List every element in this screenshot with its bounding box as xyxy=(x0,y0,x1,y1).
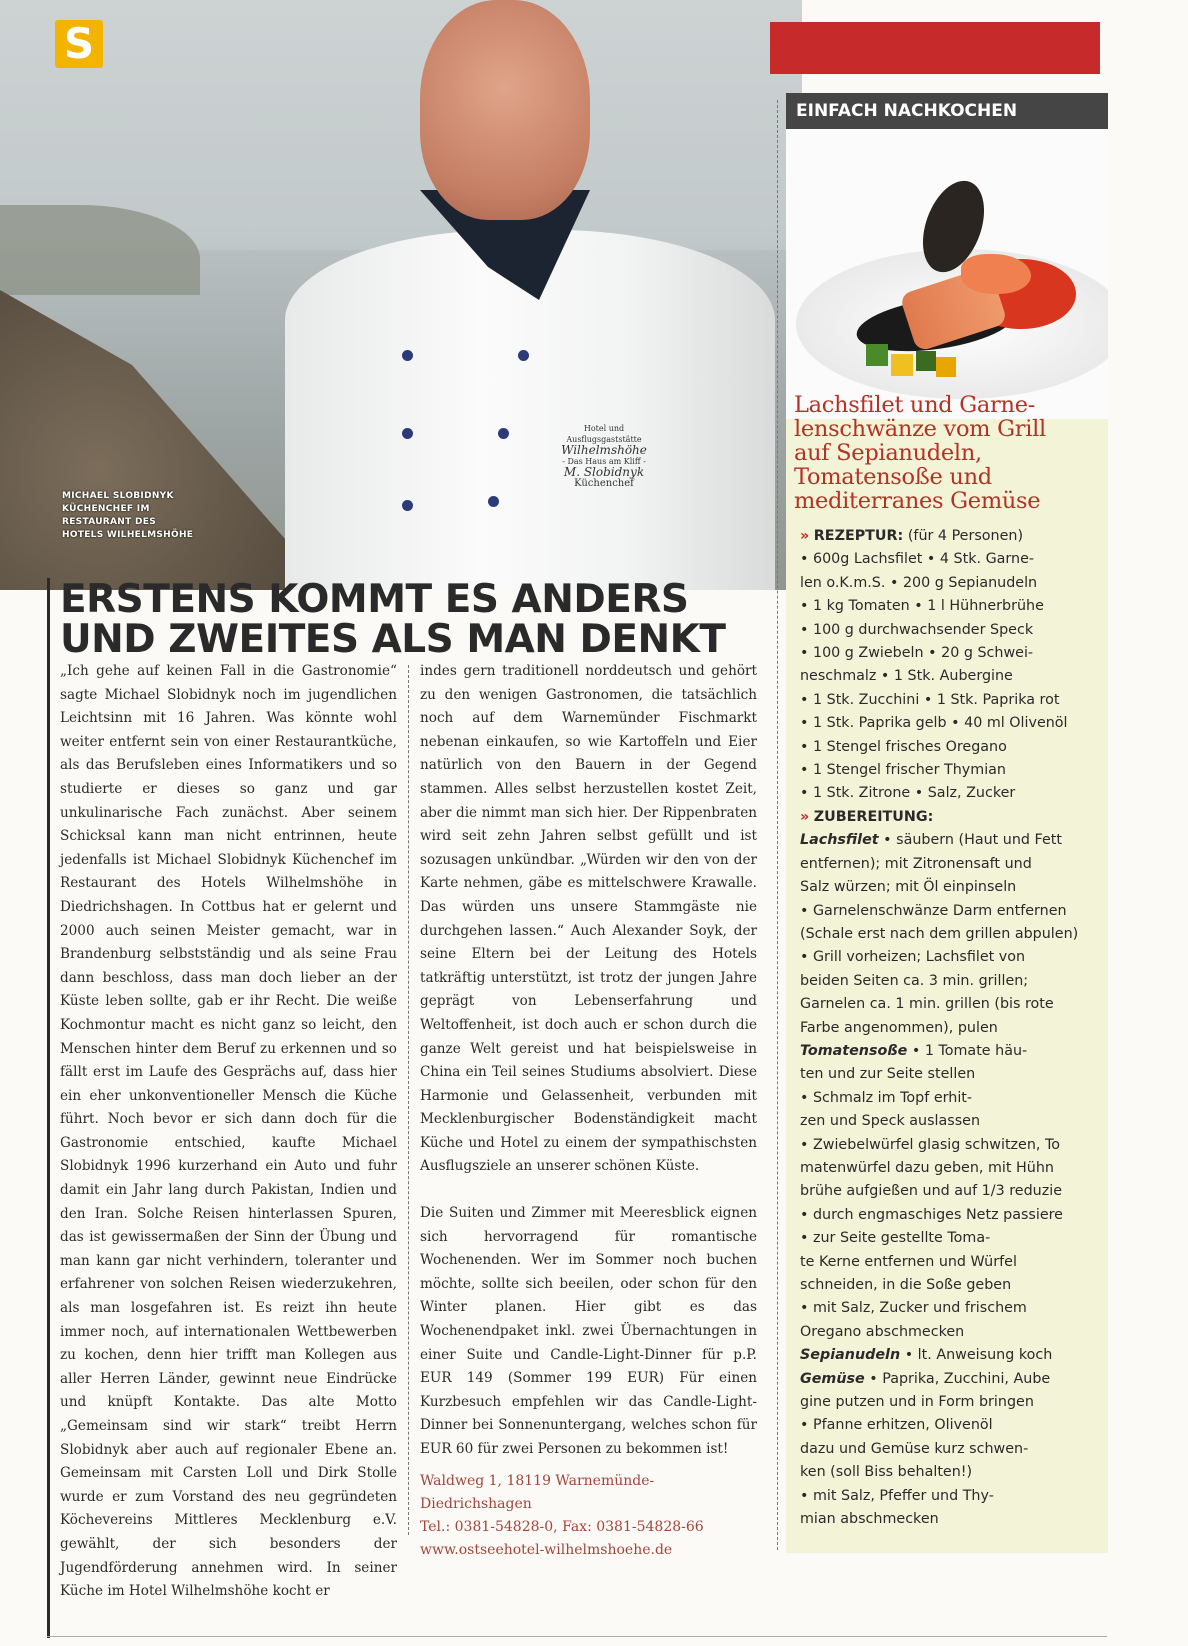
vegetable-cube xyxy=(936,357,956,377)
shrimp xyxy=(961,254,1031,294)
headline-line-1: ERSTENS KOMMT ES ANDERS xyxy=(60,577,689,622)
ingredient-line: len o.K.m.S. • 200 g Sepianudeln xyxy=(800,574,1038,591)
embroidery-role: Küchenchef xyxy=(574,478,634,489)
step-text: • Paprika, Zucchini, Aube xyxy=(864,1370,1051,1387)
recipe-sidebar xyxy=(786,93,1108,1553)
step-line: zen und Speck auslassen xyxy=(800,1113,981,1130)
article-headline xyxy=(60,577,726,662)
recipe-title-line: Tomatensoße und xyxy=(794,464,992,490)
step-line xyxy=(800,829,1108,852)
recipe-title-line: auf Sepianudeln, xyxy=(794,440,982,466)
jacket-button xyxy=(488,496,499,507)
step-line: Farbe angenommen), pulen xyxy=(800,1019,998,1036)
recipe-title-line: lenschwänze vom Grill xyxy=(794,416,1046,442)
step-text: • lt. Anweisung koch xyxy=(900,1347,1053,1364)
bottom-rule xyxy=(47,1636,1107,1637)
ingredient-line: • 1 Stk. Zitrone • Salz, Zucker xyxy=(800,785,1016,802)
arrow-icon: » xyxy=(800,808,810,825)
step-line: gine putzen und in Form bringen xyxy=(800,1394,1034,1411)
step-text: • 1 Tomate häu- xyxy=(907,1042,1028,1059)
cliff xyxy=(0,205,200,295)
red-accent-bar xyxy=(770,22,1100,74)
headline-line-2: UND ZWEITES ALS MAN DENKT xyxy=(60,617,726,662)
step-line: brühe aufgießen und auf 1/3 reduzie xyxy=(800,1183,1062,1200)
step-line: • Grill vorheizen; Lachsfilet von xyxy=(800,949,1026,966)
chef-face xyxy=(420,0,590,220)
step-line: beiden Seiten ca. 3 min. grillen; xyxy=(800,972,1029,989)
article-paragraph: indes gern traditionell norddeutsch und gehört zu den wenigen Gastronomen, die tatsächlich noch auf dem Warnemünder Fischmarkt nebenan einkaufen, so wie Kartoffeln und Eier natürlich von den Bauern in der Gegend stammen. Alles selbst herzustellen kostet Zeit, aber die nimmt man sich hier. Der Rippenbraten wird seit zehn Jahren selbst gefüllt und ist sozusagen unkündbar. „Würden wir den von der Karte nehmen, gäbe es mittelschwere Krawalle. Das würden uns unsere Stammgäste nie durchgehen lassen.“ Auch Alexander Soyk, der seine Eltern bei der Leitung des Hotels tatkräftig unterstützt, ist trotz der jungen Jahre geprägt von Lebenserfahrung und Weltoffenheit, ist doch auch er schon durch die ganze Welt gereist und hat beispielsweise in China ein Teil seines Studiums absolviert. Diese Harmonie und Gelassenheit, verbunden mit Mecklenburgischer Bodenständigkeit macht Küche und Hotel zu einem der sympathischsten Ausflugsziele an unserer schönen Küste. xyxy=(420,663,757,1175)
sidebar-divider xyxy=(777,100,778,1550)
step-line: (Schale erst nach dem grillen abpulen) xyxy=(800,925,1079,942)
photo-caption xyxy=(62,490,212,542)
jacket-button xyxy=(402,428,413,439)
jacket-button xyxy=(498,428,509,439)
ingredient-line: • 1 Stk. Zucchini • 1 Stk. Paprika rot xyxy=(800,691,1060,708)
step-line: • mit Salz, Pfeffer und Thy- xyxy=(800,1487,994,1504)
step-line: Salz würzen; mit Öl einpinseln xyxy=(800,879,1017,896)
article-paragraph: Die Suiten und Zimmer mit Meeresblick eignen sich hervorragend für romantische Wochenenden. Wer im Sommer noch buchen möchte, sollte sich beeilen, oder schon für den Winter planen. Hier gibt es das Wochenendpaket inkl. zwei Übernachtungen in einer Suite und Candle-Light-Dinner für p.P. EUR 149 (Sommer 199 EUR) Für einen Kurzbesuch empfehlen wir das Candle-Light-Dinner bei Sonnenuntergang, welches schon für EUR 60 für zwei Personen zu bekommen ist! xyxy=(420,1205,757,1457)
step-line: dazu und Gemüse kurz schwen- xyxy=(800,1440,1029,1457)
jacket-button xyxy=(402,500,413,511)
ingredient-line: • 600g Lachsfilet • 4 Stk. Garne- xyxy=(800,551,1035,568)
ingredient-line: • 1 Stengel frisches Oregano xyxy=(800,738,1007,755)
rezeptur-heading xyxy=(800,525,1108,548)
step-line: matenwürfel dazu geben, mit Hühn xyxy=(800,1159,1054,1176)
rezeptur-note: (für 4 Personen) xyxy=(907,528,1024,544)
step-line: • Schmalz im Topf erhit- xyxy=(800,1089,973,1106)
contact-address: Waldweg 1, 18119 Warnemünde-Diedrichshagen xyxy=(420,1473,655,1512)
recipe-title xyxy=(794,393,1104,513)
article-column-1 xyxy=(60,660,397,1604)
recipe-title-line: mediterranes Gemüse xyxy=(794,488,1041,514)
step-line: • Garnelenschwänze Darm entfernen xyxy=(800,902,1067,919)
contact-phone: Tel.: 0381-54828-0, Fax: 0381-54828-66 xyxy=(420,1519,704,1535)
column-divider xyxy=(408,665,409,1535)
step-line: Garnelen ca. 1 min. grillen (bis rote xyxy=(800,996,1054,1013)
dish-photo xyxy=(786,129,1108,419)
step-line: • mit Salz, Zucker und frischem xyxy=(800,1300,1027,1317)
step-label-lachsfilet: Lachsfilet xyxy=(800,832,879,849)
step-line: schneiden, in die Soße geben xyxy=(800,1277,1012,1293)
caption-line: KÜCHENCHEF IM xyxy=(62,504,150,514)
step-line: • Pfanne erhitzen, Olivenöl xyxy=(800,1417,993,1434)
recipe-text xyxy=(800,525,1108,1531)
zubereitung-heading xyxy=(800,806,1108,829)
section-logo: S xyxy=(55,20,103,68)
embroidery-line-2: Wilhelmshöhe xyxy=(561,443,647,457)
sidebar-header: EINFACH NACHKOCHEN xyxy=(786,93,1108,129)
jacket-button xyxy=(518,350,529,361)
vegetable-cube xyxy=(916,351,936,371)
recipe-title-line: Lachsfilet und Garne- xyxy=(794,392,1036,418)
caption-line: RESTAURANT DES xyxy=(62,517,156,527)
step-line: te Kerne entfernen und Würfel xyxy=(800,1253,1017,1270)
step-line: ten und zur Seite stellen xyxy=(800,1066,976,1083)
headline-rule xyxy=(47,578,50,1638)
ingredient-line: • 100 g Zwiebeln • 20 g Schwei- xyxy=(800,645,1034,662)
embroidery-line-1: Hotel und Ausflugsgaststätte xyxy=(566,424,642,444)
embroidery-line-3: - Das Haus am Kliff - xyxy=(562,457,646,466)
step-label-tomatensosse: Tomatensoße xyxy=(800,1042,908,1059)
step-line: • Zwiebelwürfel glasig schwitzen, To xyxy=(800,1136,1061,1153)
step-line: • durch engmaschiges Netz passiere xyxy=(800,1206,1063,1223)
caption-line: MICHAEL SLOBIDNYK xyxy=(62,491,174,501)
ingredient-line: • 1 Stengel frischer Thymian xyxy=(800,762,1006,779)
contact-website-link[interactable]: www.ostseehotel-wilhelmshoehe.de xyxy=(420,1542,673,1558)
step-line xyxy=(800,1344,1108,1367)
caption-line: HOTELS WILHELMSHÖHE xyxy=(62,530,194,540)
zubereitung-label: ZUBEREITUNG: xyxy=(813,808,934,825)
step-line xyxy=(800,1368,1108,1391)
embroidery-signature: M. Slobidnyk xyxy=(563,465,645,479)
step-line xyxy=(800,1040,1108,1063)
step-line: ken (soll Biss behalten!) xyxy=(800,1464,973,1481)
step-label-sepianudeln: Sepianudeln xyxy=(800,1347,901,1364)
jacket-embroidery xyxy=(548,385,660,495)
vegetable-cube xyxy=(866,344,888,366)
step-line: mian abschmecken xyxy=(800,1511,939,1528)
step-line: • zur Seite gestellte Toma- xyxy=(800,1230,991,1247)
vegetable-cube xyxy=(891,354,913,376)
rezeptur-label: REZEPTUR: xyxy=(813,528,904,544)
step-label-gemuese: Gemüse xyxy=(800,1370,865,1387)
article-column-2 xyxy=(420,660,757,1462)
ingredient-line: neschmalz • 1 Stk. Aubergine xyxy=(800,668,1013,685)
jacket-button xyxy=(402,350,413,361)
arrow-icon: » xyxy=(800,528,810,544)
ingredient-line: • 1 Stk. Paprika gelb • 40 ml Olivenöl xyxy=(800,715,1068,732)
step-line: Oregano abschmecken xyxy=(800,1323,965,1340)
step-line: entfernen); mit Zitronensaft und xyxy=(800,855,1032,872)
step-text: • säubern (Haut und Fett xyxy=(878,832,1062,849)
chef-photo xyxy=(0,0,802,590)
article-paragraph: „Ich gehe auf keinen Fall in die Gastronomie“ sagte Michael Slobidnyk noch im jugendlichen Leichtsinn mit 16 Jahren. Was könnte wohl weiter entfernt sein von einer Restaurantküche, als das Berufsleben eines Informatikers und so studierte er dieses so ganz und gar unkulinarische Fach zunächst. Aber seinem Schicksal kann man nicht entrinnen, heute jedenfalls ist Michael Slobidnyk Küchenchef im Restaurant des Hotels Wilhelmshöhe in Diedrichshagen. In Cottbus hat er gelernt und 2000 auch seinen Meister gemacht, war in Brandenburg selbstständig und als seine Frau dann beschloss, dass man doch lieber an der Küste leben sollte, gab er ihr Recht. Die weiße Kochmontur macht es nicht ganz so leicht, den Menschen hinter dem Beruf zu erkennen und so fällt erst im Laufe des Gesprächs auf, dass hier ein eher unkonventioneller Mensch die Küche führt. Noch bevor er sich dann doch für die Gastronomie entschied, kaufte Michael Slobidnyk 1996 kurzerhand ein Auto und fuhr damit ein Jahr lang durch Pakistan, Indien und den Iran. Solche Reisen hinterlassen Spuren, das ist gewissermaßen der Sinn der Übung und man kann gar nicht verhindern, toleranter und erfahrener von solchen Reisen wiederzukehren, als man losgefahren ist. Es reizt ihn heute immer noch, auf internationalen Wettbewerben zu kochen, denn hier trifft man Kollegen aus aller Herren Länder, gewinnt neue Eindrücke und knüpft Kontakte. Das alte Motto „Gemeinsam sind wir stark“ treibt Herrn Slobidnyk aber auch auf regionaler Ebene an. Gemeinsam mit Carsten Loll und Dirk Stolle wurde er zum Vorstand des neu gegründeten Köchevereins Mittleres Mecklenburg e.V. gewählt, der sich besonders der Jugendförderung annehmen wird. In seiner Küche im Hotel Wilhelmshöhe kocht er xyxy=(60,663,397,1600)
ingredient-line: • 100 g durchwachsender Speck xyxy=(800,621,1034,638)
hotel-contact xyxy=(420,1470,760,1562)
ingredient-line: • 1 kg Tomaten • 1 l Hühnerbrühe xyxy=(800,598,1044,615)
